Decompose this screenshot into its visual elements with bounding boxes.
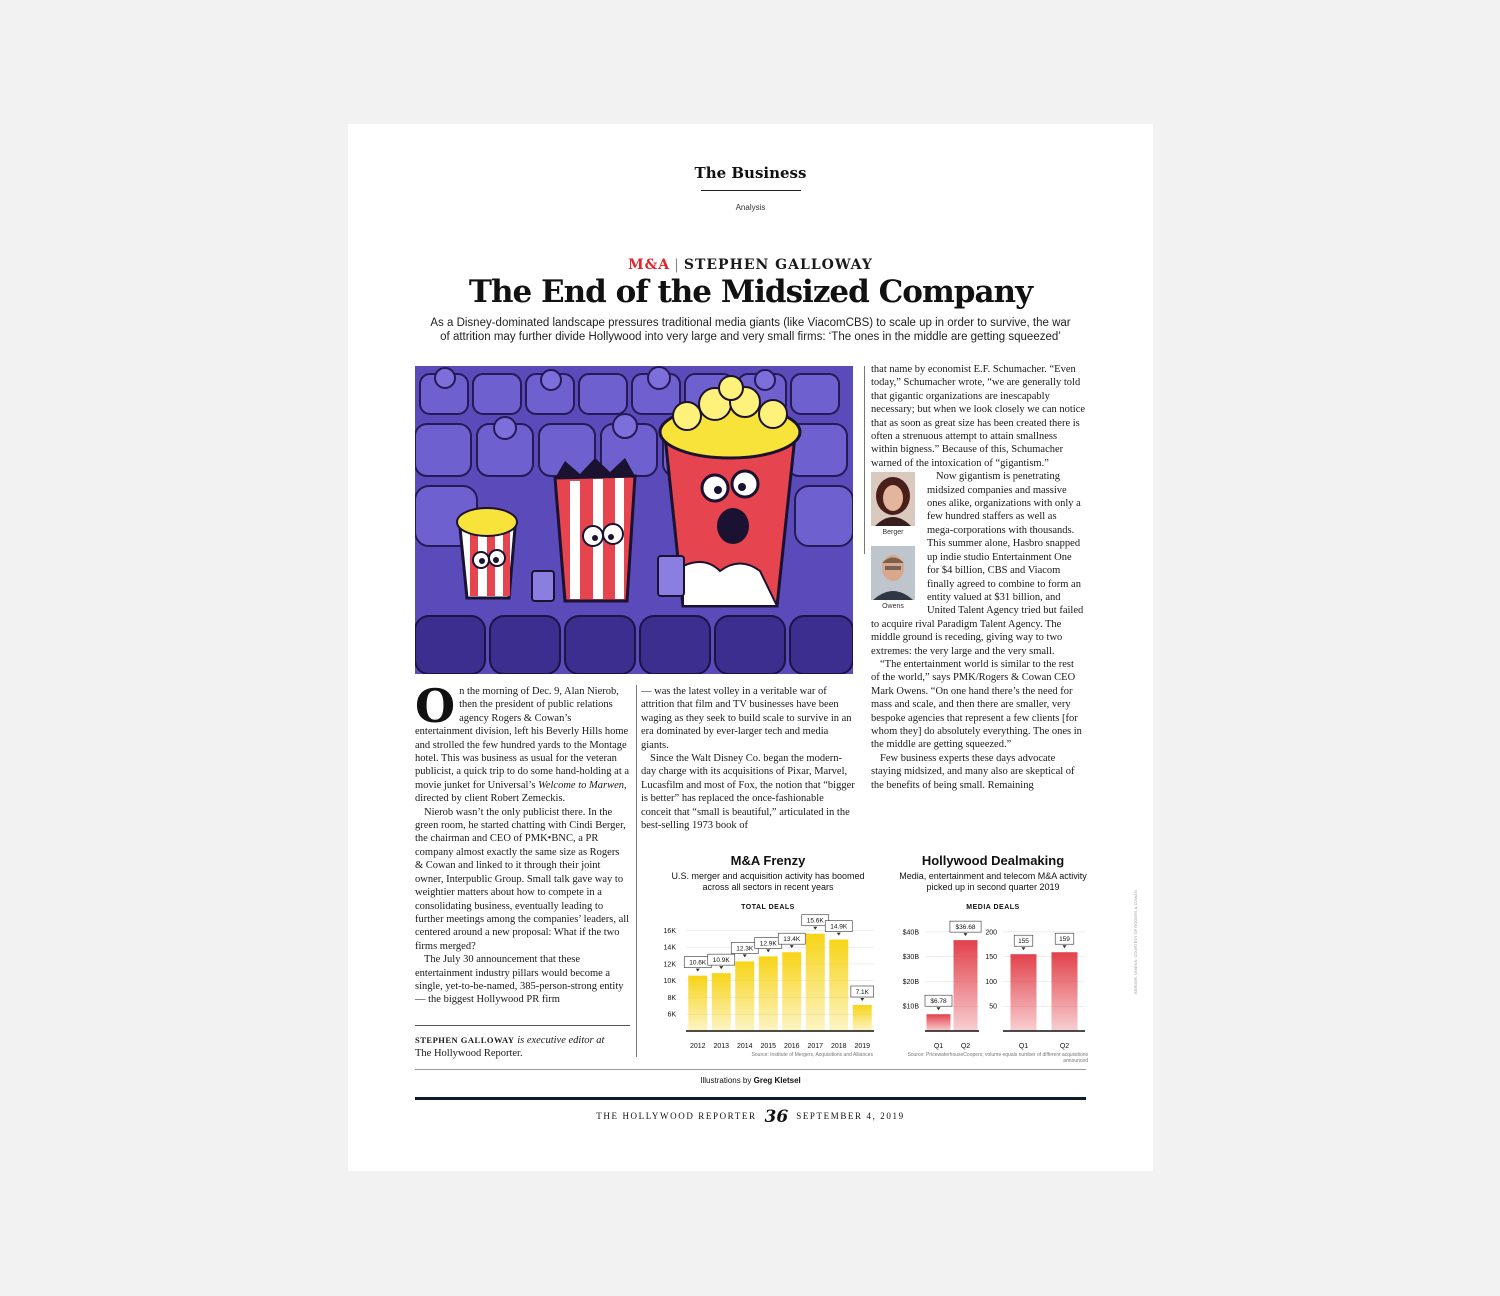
value-label: 12.3K	[736, 945, 754, 953]
paragraph: Few business experts these days advocate staying midsized, and many also are skeptical of the benefits of being small. Remaining	[871, 752, 1075, 791]
dek-line-1: As a Disney-dominated landscape pressures traditional media giants (like ViacomCBS) to scale up in order to survive, the war	[430, 317, 1071, 329]
photo-credit: BERGER, OWENS: COURTESY OF ROGERS & COWAN	[1133, 890, 1138, 994]
y-tick-label: 10K	[663, 978, 676, 986]
chart-1-label: TOTAL DEALS	[741, 904, 795, 911]
bio-role: is executive editor at	[514, 1035, 605, 1046]
chart-2-title: Hollywood Dealmaking	[921, 853, 1065, 868]
bar	[735, 961, 754, 1031]
y-tick-label: 14K	[663, 944, 676, 952]
value-label-pointer	[719, 966, 723, 969]
issue-date: SEPTEMBER 4, 2019	[796, 1111, 905, 1121]
credit-prefix: Illustrations by	[700, 1076, 754, 1085]
popcorn-illustration-art	[415, 366, 853, 674]
value-label: 12.9K	[759, 940, 777, 948]
chart-1-source: Source: Institute of Mergers, Acquisitions and Alliances	[751, 1052, 873, 1058]
x-tick-label: 2015	[760, 1043, 777, 1050]
author-bio	[415, 1034, 630, 1061]
bar	[806, 934, 825, 1031]
value-label: 159	[1059, 936, 1070, 944]
kicker-topic: M&A	[628, 257, 671, 273]
x-tick-label: Q2	[960, 1043, 971, 1050]
y-tick-label: $40B	[902, 929, 919, 937]
kicker	[348, 257, 1153, 273]
x-tick-label: Q1	[1018, 1043, 1029, 1050]
x-tick-label: 2017	[807, 1043, 824, 1050]
paragraph: The July 30 announcement that these entertainment industry pillars would become a single, yet-to-be-named, 385-person-strong entity — the biggest Hollywood PR firm	[415, 954, 624, 1006]
value-label: 14.9K	[830, 923, 848, 931]
x-tick-label: 2019	[854, 1043, 871, 1050]
x-tick-label: 2018	[830, 1043, 847, 1050]
bar	[954, 940, 978, 1031]
x-tick-label: 2012	[689, 1043, 706, 1050]
value-label-pointer	[766, 949, 770, 952]
drop-cap: O	[415, 679, 456, 733]
folio	[348, 1107, 1153, 1127]
credit-name: Greg Kletsel	[753, 1076, 801, 1085]
popcorn-illustration	[415, 366, 853, 674]
bar	[853, 1005, 872, 1031]
bio-rule	[415, 1025, 630, 1026]
owens-photo	[871, 546, 915, 600]
paragraph: Nierob wasn’t the only publicist there. In the green room, he started chatting with Cindi Berger, the chairman and CEO of PMK•BNC, a PR company almost exactly the same size as Rogers & Cowan and linked to it through their joint owner, Interpublic Group. Small talk gave way to weightier matters about how to compete in a consolidating business, eventually leading to further meetings among the companies’ leaders, all centered around a new proposal: What if the two firms merged?	[415, 806, 630, 952]
x-tick-label: 2016	[783, 1043, 800, 1050]
kicker-author: STEPHEN GALLOWAY	[683, 257, 873, 273]
paragraph-text: , directed by client Robert Zemeckis.	[415, 779, 627, 805]
y-tick-label: $20B	[902, 978, 919, 986]
bio-text	[415, 1034, 630, 1061]
credit-rule	[415, 1069, 1086, 1070]
owens-portrait	[871, 546, 915, 600]
paragraph: “The entertainment world is similar to the rest of the world,” says PMK/Rogers & Cowan CEO Mark Owens. “On one hand there’s the need for mass and scale, and then there are smaller, very bespoke agencies that represent a few clients [for whom they] do absolutely everything. The ones in the middle are getting squeezed.”	[871, 658, 1082, 751]
body-column-1	[415, 679, 630, 1007]
chart-1-subtitle: U.S. merger and acquisition activity has boomed across all sectors in recent years	[671, 871, 865, 892]
y-tick-label: $10B	[902, 1003, 919, 1011]
value-label-pointer	[790, 945, 794, 948]
bar	[1052, 952, 1078, 1031]
paragraph: Now gigantism is penetrating midsized companies and massive ones alike, organizations with only a few hundred staffers as well as mega-corporations with thousands. This summer alone, Hasbro snapped up indie studio Entertainment One for $4 billion, CBS and Viacom finally agreed to combine to form an entity valued at $31 billion, and United Talent Agency tried but failed to acquire rival Paradigm Talent Agency. The middle ground is receding, giving way to two extremes: the very large and the very small.	[871, 471, 1084, 657]
bar	[782, 952, 801, 1031]
bar	[829, 940, 848, 1031]
headline: The End of the Midsized Company	[468, 274, 1033, 310]
value-label-pointer	[964, 933, 968, 936]
value-label: 10.9K	[712, 957, 730, 965]
chart-2-label: MEDIA DEALS	[966, 904, 1020, 911]
bar	[1011, 954, 1037, 1031]
y-tick-label: 8K	[667, 994, 676, 1002]
y-tick-label: 50	[989, 1003, 997, 1011]
x-tick-label: Q2	[1059, 1043, 1070, 1050]
value-label: 15.6K	[806, 917, 824, 925]
film-title: Welcome to Marwen	[538, 779, 624, 791]
y-tick-label: $30B	[902, 954, 919, 962]
berger-photo	[871, 472, 915, 526]
x-tick-label: Q1	[933, 1043, 944, 1050]
chart-1-svg	[648, 914, 878, 1064]
chart-1-title: M&A Frenzy	[730, 853, 806, 868]
berger-portrait	[871, 472, 915, 526]
mug-column	[871, 472, 921, 610]
bio-publication: The Hollywood Reporter.	[415, 1048, 523, 1060]
owens-caption: Owens	[882, 602, 904, 610]
x-tick-label: 2013	[713, 1043, 730, 1050]
value-label: 7.1K	[855, 989, 869, 997]
x-tick-label: 2014	[736, 1043, 753, 1050]
y-tick-label: 6K	[667, 1011, 676, 1019]
footer-rule	[415, 1097, 1086, 1100]
bar	[927, 1014, 951, 1031]
bar	[688, 976, 707, 1031]
section-title: The Business	[694, 164, 807, 182]
value-label-pointer	[696, 969, 700, 972]
y-tick-label: 16K	[663, 927, 676, 935]
paragraph: that name by economist E.F. Schumacher. “Even today,” Schumacher wrote, “we are generally told that gigantic organizations are inescapably necessary; but when we look closely we can notice that as soon as great size has been created there is often a strenuous attempt to attain smallness within bigness.” Because of this, Schumacher warned of the intoxication of “gigantism.”	[871, 364, 1086, 469]
berger-caption: Berger	[882, 529, 904, 537]
value-label-pointer	[860, 998, 864, 1001]
value-label: 13.4K	[783, 936, 801, 944]
dek	[418, 316, 1083, 344]
section-subtitle: Analysis	[735, 203, 766, 212]
bar	[759, 956, 778, 1031]
y-tick-label: 12K	[663, 961, 676, 969]
chart-2-subtitle: Media, entertainment and telecom M&A activity picked up in second quarter 2019	[899, 871, 1087, 892]
bio-name: STEPHEN GALLOWAY	[415, 1035, 515, 1045]
bar	[712, 973, 731, 1031]
column-rule	[636, 685, 637, 1057]
chart-2-source: Source: PricewaterhouseCoopers; volume equals number of different acquisitions announced	[907, 1052, 1088, 1064]
page-number: 36	[764, 1107, 789, 1127]
value-label: $36.68	[955, 924, 976, 932]
paragraph: — was the latest volley in a veritable war of attrition that film and TV businesses have been waging as they seek to build scale to survive in an era dominated by ever-larger tech and media giants.	[641, 686, 852, 751]
value-label-pointer	[1063, 945, 1067, 948]
kicker-separator: |	[674, 257, 680, 273]
y-tick-label: 200	[985, 929, 997, 937]
value-label-pointer	[1022, 947, 1026, 950]
paragraph: Since the Walt Disney Co. began the modern-day charge with its acquisitions of Pixar, Marvel, Lucasfilm and most of Fox, the notion that “bigger is better” has replaced the once-fashionable conceit that “small is beautiful,” articulated in the best-selling 1973 book of	[641, 753, 855, 832]
value-label-pointer	[743, 954, 747, 957]
value-label: 10.6K	[689, 959, 707, 967]
section-rule	[701, 190, 801, 191]
paragraph-text: n the morning of Dec. 9, Alan Nierob, then the president of public relations agency Rogers & Cowan’s entertainment division, left his Beverly Hills home and strolled the few hundred yards to the Montage hotel. This was business as usual for the veteran publicist, a quick trip to do some hand-holding at a movie junket for Universal’s	[415, 686, 630, 791]
value-label-pointer	[813, 927, 817, 930]
value-label: $6.78	[930, 998, 947, 1006]
illustration-credit	[348, 1076, 1153, 1085]
publication-name: THE HOLLYWOOD REPORTER	[596, 1111, 757, 1121]
y-tick-label: 100	[985, 978, 997, 986]
column-rule	[864, 366, 865, 554]
chart-2-svg	[893, 914, 1093, 1064]
body-column-2	[641, 685, 855, 832]
value-label: 155	[1018, 938, 1029, 946]
body-column-3	[871, 363, 1085, 792]
y-tick-label: 150	[985, 954, 997, 962]
dek-line-2: of attrition may further divide Hollywood into very large and very small firms: ‘The ones in the middle are getting squeezed’	[440, 331, 1061, 343]
value-label-pointer	[937, 1007, 941, 1010]
magazine-page	[348, 124, 1153, 1171]
value-label-pointer	[837, 933, 841, 936]
